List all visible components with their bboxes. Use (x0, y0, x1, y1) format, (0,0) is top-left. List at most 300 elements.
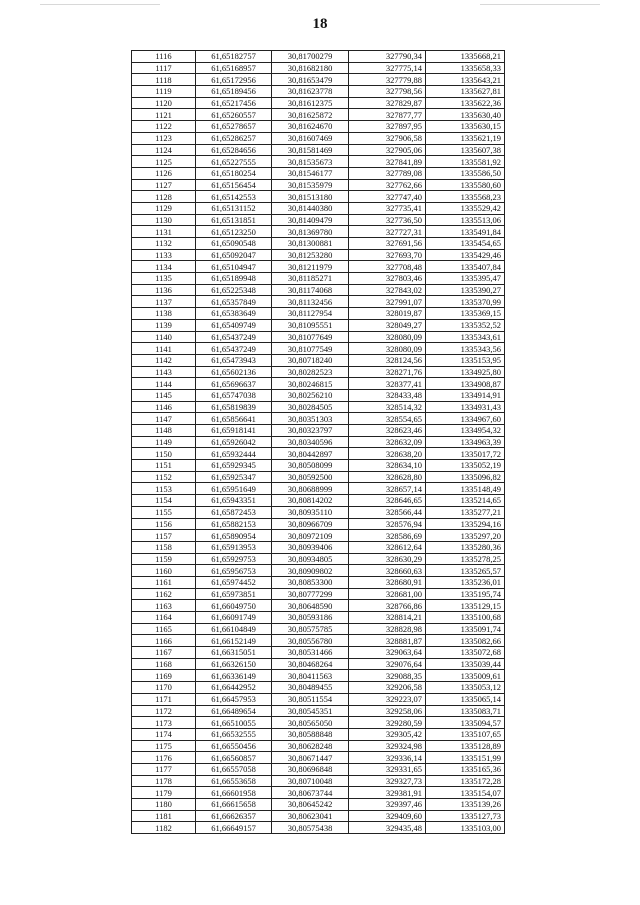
y-coordinate-cell: 1335343,61 (426, 331, 505, 343)
table-row (132, 343, 505, 355)
table-row (132, 728, 505, 740)
table-row (132, 109, 505, 121)
longitude-cell: 30,81513180 (272, 191, 349, 203)
point-number-cell: 1125 (132, 156, 196, 168)
point-number-cell: 1139 (132, 319, 196, 331)
x-coordinate-cell: 328576,94 (349, 518, 426, 530)
x-coordinate-cell: 327843,02 (349, 284, 426, 296)
x-coordinate-cell: 327779,88 (349, 74, 426, 86)
point-number-cell: 1132 (132, 238, 196, 250)
longitude-cell: 30,80575438 (272, 822, 349, 834)
x-coordinate-cell: 329397,46 (349, 799, 426, 811)
coordinates-table (131, 50, 505, 834)
y-coordinate-cell: 1334931,43 (426, 401, 505, 413)
longitude-cell: 30,81077649 (272, 331, 349, 343)
point-number-cell: 1119 (132, 86, 196, 98)
longitude-cell: 30,80468264 (272, 658, 349, 670)
x-coordinate-cell: 328019,87 (349, 308, 426, 320)
y-coordinate-cell: 1335429,46 (426, 249, 505, 261)
longitude-cell: 30,81409479 (272, 214, 349, 226)
table-row (132, 553, 505, 565)
point-number-cell: 1121 (132, 109, 196, 121)
longitude-cell: 30,80710048 (272, 775, 349, 787)
point-number-cell: 1120 (132, 97, 196, 109)
longitude-cell: 30,81625872 (272, 109, 349, 121)
longitude-cell: 30,80531466 (272, 647, 349, 659)
point-number-cell: 1116 (132, 51, 196, 63)
y-coordinate-cell: 1335214,65 (426, 495, 505, 507)
point-number-cell: 1175 (132, 740, 196, 752)
x-coordinate-cell: 329305,42 (349, 728, 426, 740)
longitude-cell: 30,81546177 (272, 167, 349, 179)
table-row (132, 214, 505, 226)
table-row (132, 471, 505, 483)
point-number-cell: 1174 (132, 728, 196, 740)
point-number-cell: 1147 (132, 413, 196, 425)
latitude-cell: 61,65278657 (196, 121, 272, 133)
longitude-cell: 30,80688999 (272, 483, 349, 495)
y-coordinate-cell: 1335581,92 (426, 156, 505, 168)
x-coordinate-cell: 328433,48 (349, 389, 426, 401)
latitude-cell: 61,65951649 (196, 483, 272, 495)
latitude-cell: 61,66326150 (196, 658, 272, 670)
x-coordinate-cell: 328881,87 (349, 635, 426, 647)
x-coordinate-cell: 327693,70 (349, 249, 426, 261)
point-number-cell: 1146 (132, 401, 196, 413)
point-number-cell: 1154 (132, 495, 196, 507)
y-coordinate-cell: 1335154,07 (426, 787, 505, 799)
table-row (132, 167, 505, 179)
table-row (132, 51, 505, 63)
x-coordinate-cell: 327691,56 (349, 238, 426, 250)
y-coordinate-cell: 1335491,84 (426, 226, 505, 238)
x-coordinate-cell: 328554,65 (349, 413, 426, 425)
y-coordinate-cell: 1335148,49 (426, 483, 505, 495)
table-row (132, 62, 505, 74)
y-coordinate-cell: 1335172,28 (426, 775, 505, 787)
longitude-cell: 30,80282523 (272, 366, 349, 378)
longitude-cell: 30,81095551 (272, 319, 349, 331)
longitude-cell: 30,80966709 (272, 518, 349, 530)
latitude-cell: 61,65357849 (196, 296, 272, 308)
table-row (132, 705, 505, 717)
point-number-cell: 1179 (132, 787, 196, 799)
longitude-cell: 30,81624670 (272, 121, 349, 133)
latitude-cell: 61,65227555 (196, 156, 272, 168)
x-coordinate-cell: 329076,64 (349, 658, 426, 670)
point-number-cell: 1117 (132, 62, 196, 74)
y-coordinate-cell: 1335017,72 (426, 448, 505, 460)
longitude-cell: 30,80934805 (272, 553, 349, 565)
longitude-cell: 30,81581469 (272, 144, 349, 156)
x-coordinate-cell: 327747,40 (349, 191, 426, 203)
y-coordinate-cell: 1334967,60 (426, 413, 505, 425)
point-number-cell: 1118 (132, 74, 196, 86)
y-coordinate-cell: 1335586,50 (426, 167, 505, 179)
latitude-cell: 61,65696637 (196, 378, 272, 390)
longitude-cell: 30,80592500 (272, 471, 349, 483)
longitude-cell: 30,81653479 (272, 74, 349, 86)
latitude-cell: 61,65925347 (196, 471, 272, 483)
y-coordinate-cell: 1335128,89 (426, 740, 505, 752)
latitude-cell: 61,65974452 (196, 576, 272, 588)
x-coordinate-cell: 328680,91 (349, 576, 426, 588)
longitude-cell: 30,80935110 (272, 506, 349, 518)
table-row (132, 518, 505, 530)
x-coordinate-cell: 328660,63 (349, 565, 426, 577)
x-coordinate-cell: 327877,77 (349, 109, 426, 121)
latitude-cell: 61,66560857 (196, 752, 272, 764)
longitude-cell: 30,80489455 (272, 682, 349, 694)
x-coordinate-cell: 327789,08 (349, 167, 426, 179)
table-row (132, 273, 505, 285)
y-coordinate-cell: 1335370,99 (426, 296, 505, 308)
point-number-cell: 1181 (132, 810, 196, 822)
longitude-cell: 30,80814202 (272, 495, 349, 507)
y-coordinate-cell: 1335390,27 (426, 284, 505, 296)
latitude-cell: 61,65973851 (196, 588, 272, 600)
y-coordinate-cell: 1335039,44 (426, 658, 505, 670)
latitude-cell: 61,65890954 (196, 530, 272, 542)
point-number-cell: 1124 (132, 144, 196, 156)
scan-edge-line-right (480, 4, 600, 5)
table-row (132, 401, 505, 413)
table-row (132, 132, 505, 144)
x-coordinate-cell: 327727,31 (349, 226, 426, 238)
longitude-cell: 30,81174068 (272, 284, 349, 296)
y-coordinate-cell: 1335129,15 (426, 600, 505, 612)
point-number-cell: 1156 (132, 518, 196, 530)
x-coordinate-cell: 329223,07 (349, 693, 426, 705)
y-coordinate-cell: 1335668,21 (426, 51, 505, 63)
table-row (132, 810, 505, 822)
x-coordinate-cell: 328566,44 (349, 506, 426, 518)
y-coordinate-cell: 1335278,25 (426, 553, 505, 565)
x-coordinate-cell: 328638,20 (349, 448, 426, 460)
latitude-cell: 61,65225348 (196, 284, 272, 296)
y-coordinate-cell: 1335352,52 (426, 319, 505, 331)
latitude-cell: 61,65602136 (196, 366, 272, 378)
longitude-cell: 30,80718240 (272, 354, 349, 366)
latitude-cell: 61,65131851 (196, 214, 272, 226)
y-coordinate-cell: 1335607,38 (426, 144, 505, 156)
latitude-cell: 61,65882153 (196, 518, 272, 530)
point-number-cell: 1138 (132, 308, 196, 320)
point-number-cell: 1173 (132, 717, 196, 729)
table-row (132, 576, 505, 588)
latitude-cell: 61,66532555 (196, 728, 272, 740)
x-coordinate-cell: 327775,14 (349, 62, 426, 74)
x-coordinate-cell: 329331,65 (349, 763, 426, 775)
point-number-cell: 1123 (132, 132, 196, 144)
point-number-cell: 1163 (132, 600, 196, 612)
table-row (132, 413, 505, 425)
table-row (132, 635, 505, 647)
longitude-cell: 30,81440380 (272, 202, 349, 214)
table-row (132, 226, 505, 238)
x-coordinate-cell: 328080,09 (349, 331, 426, 343)
y-coordinate-cell: 1335294,16 (426, 518, 505, 530)
latitude-cell: 61,65856641 (196, 413, 272, 425)
longitude-cell: 30,81612375 (272, 97, 349, 109)
longitude-cell: 30,80411563 (272, 670, 349, 682)
longitude-cell: 30,80442897 (272, 448, 349, 460)
point-number-cell: 1149 (132, 436, 196, 448)
longitude-cell: 30,80939406 (272, 541, 349, 553)
latitude-cell: 61,65918141 (196, 425, 272, 437)
table-row (132, 144, 505, 156)
latitude-cell: 61,66626357 (196, 810, 272, 822)
table-row (132, 775, 505, 787)
table-row (132, 483, 505, 495)
longitude-cell: 30,80972109 (272, 530, 349, 542)
x-coordinate-cell: 328514,32 (349, 401, 426, 413)
table-row (132, 378, 505, 390)
y-coordinate-cell: 1335072,68 (426, 647, 505, 659)
longitude-cell: 30,81077549 (272, 343, 349, 355)
longitude-cell: 30,80671447 (272, 752, 349, 764)
point-number-cell: 1158 (132, 541, 196, 553)
longitude-cell: 30,80673744 (272, 787, 349, 799)
point-number-cell: 1172 (132, 705, 196, 717)
y-coordinate-cell: 1335277,21 (426, 506, 505, 518)
point-number-cell: 1182 (132, 822, 196, 834)
table-row (132, 238, 505, 250)
point-number-cell: 1134 (132, 261, 196, 273)
latitude-cell: 61,65156454 (196, 179, 272, 191)
latitude-cell: 61,66336149 (196, 670, 272, 682)
x-coordinate-cell: 328634,10 (349, 460, 426, 472)
table-row (132, 752, 505, 764)
latitude-cell: 61,66615658 (196, 799, 272, 811)
x-coordinate-cell: 328681,00 (349, 588, 426, 600)
point-number-cell: 1144 (132, 378, 196, 390)
longitude-cell: 30,81623778 (272, 86, 349, 98)
point-number-cell: 1171 (132, 693, 196, 705)
longitude-cell: 30,80628248 (272, 740, 349, 752)
latitude-cell: 61,65180254 (196, 167, 272, 179)
x-coordinate-cell: 328271,76 (349, 366, 426, 378)
table-row (132, 787, 505, 799)
longitude-cell: 30,81132456 (272, 296, 349, 308)
point-number-cell: 1162 (132, 588, 196, 600)
y-coordinate-cell: 1335280,36 (426, 541, 505, 553)
y-coordinate-cell: 1334914,91 (426, 389, 505, 401)
x-coordinate-cell: 328377,41 (349, 378, 426, 390)
table-row (132, 763, 505, 775)
x-coordinate-cell: 329324,98 (349, 740, 426, 752)
table-row (132, 121, 505, 133)
table-row (132, 717, 505, 729)
point-number-cell: 1160 (132, 565, 196, 577)
latitude-cell: 61,66315051 (196, 647, 272, 659)
x-coordinate-cell: 327897,95 (349, 121, 426, 133)
latitude-cell: 61,65437249 (196, 343, 272, 355)
y-coordinate-cell: 1335091,74 (426, 623, 505, 635)
point-number-cell: 1167 (132, 647, 196, 659)
y-coordinate-cell: 1335139,26 (426, 799, 505, 811)
y-coordinate-cell: 1335643,21 (426, 74, 505, 86)
table-row (132, 97, 505, 109)
point-number-cell: 1145 (132, 389, 196, 401)
latitude-cell: 61,65142553 (196, 191, 272, 203)
longitude-cell: 30,81253280 (272, 249, 349, 261)
y-coordinate-cell: 1335065,14 (426, 693, 505, 705)
longitude-cell: 30,80545351 (272, 705, 349, 717)
x-coordinate-cell: 327736,50 (349, 214, 426, 226)
longitude-cell: 30,81700279 (272, 51, 349, 63)
latitude-cell: 61,65172956 (196, 74, 272, 86)
y-coordinate-cell: 1335297,20 (426, 530, 505, 542)
y-coordinate-cell: 1334925,80 (426, 366, 505, 378)
longitude-cell: 30,80508099 (272, 460, 349, 472)
x-coordinate-cell: 328623,46 (349, 425, 426, 437)
x-coordinate-cell: 329409,60 (349, 810, 426, 822)
y-coordinate-cell: 1335622,36 (426, 97, 505, 109)
latitude-cell: 61,65913953 (196, 541, 272, 553)
y-coordinate-cell: 1335369,15 (426, 308, 505, 320)
longitude-cell: 30,80909802 (272, 565, 349, 577)
latitude-cell: 61,66553658 (196, 775, 272, 787)
table-row (132, 191, 505, 203)
point-number-cell: 1176 (132, 752, 196, 764)
point-number-cell: 1178 (132, 775, 196, 787)
point-number-cell: 1164 (132, 612, 196, 624)
longitude-cell: 30,81369780 (272, 226, 349, 238)
point-number-cell: 1136 (132, 284, 196, 296)
table-row (132, 600, 505, 612)
latitude-cell: 61,65747038 (196, 389, 272, 401)
y-coordinate-cell: 1335009,61 (426, 670, 505, 682)
latitude-cell: 61,66649157 (196, 822, 272, 834)
point-number-cell: 1141 (132, 343, 196, 355)
longitude-cell: 30,80645242 (272, 799, 349, 811)
longitude-cell: 30,81682180 (272, 62, 349, 74)
y-coordinate-cell: 1335621,19 (426, 132, 505, 144)
longitude-cell: 30,81535979 (272, 179, 349, 191)
y-coordinate-cell: 1335407,84 (426, 261, 505, 273)
table-row (132, 740, 505, 752)
x-coordinate-cell: 327906,58 (349, 132, 426, 144)
latitude-cell: 61,65819839 (196, 401, 272, 413)
latitude-cell: 61,65217456 (196, 97, 272, 109)
latitude-cell: 61,65189948 (196, 273, 272, 285)
latitude-cell: 61,65932444 (196, 448, 272, 460)
x-coordinate-cell: 328766,86 (349, 600, 426, 612)
longitude-cell: 30,80648590 (272, 600, 349, 612)
y-coordinate-cell: 1335052,19 (426, 460, 505, 472)
point-number-cell: 1166 (132, 635, 196, 647)
x-coordinate-cell: 328124,56 (349, 354, 426, 366)
table-row (132, 460, 505, 472)
y-coordinate-cell: 1335580,60 (426, 179, 505, 191)
table-row (132, 623, 505, 635)
point-number-cell: 1161 (132, 576, 196, 588)
latitude-cell: 61,65383649 (196, 308, 272, 320)
latitude-cell: 61,66442952 (196, 682, 272, 694)
longitude-cell: 30,80340596 (272, 436, 349, 448)
latitude-cell: 61,65956753 (196, 565, 272, 577)
x-coordinate-cell: 328632,09 (349, 436, 426, 448)
y-coordinate-cell: 1335165,36 (426, 763, 505, 775)
table-row (132, 799, 505, 811)
point-number-cell: 1133 (132, 249, 196, 261)
table-row (132, 506, 505, 518)
x-coordinate-cell: 328586,69 (349, 530, 426, 542)
y-coordinate-cell: 1334954,32 (426, 425, 505, 437)
longitude-cell: 30,80623041 (272, 810, 349, 822)
table-row (132, 541, 505, 553)
point-number-cell: 1126 (132, 167, 196, 179)
point-number-cell: 1159 (132, 553, 196, 565)
longitude-cell: 30,80511554 (272, 693, 349, 705)
latitude-cell: 61,66457953 (196, 693, 272, 705)
longitude-cell: 30,81607469 (272, 132, 349, 144)
table-row (132, 296, 505, 308)
y-coordinate-cell: 1335454,65 (426, 238, 505, 250)
x-coordinate-cell: 328657,14 (349, 483, 426, 495)
point-number-cell: 1127 (132, 179, 196, 191)
y-coordinate-cell: 1335627,81 (426, 86, 505, 98)
y-coordinate-cell: 1335096,82 (426, 471, 505, 483)
latitude-cell: 61,65260557 (196, 109, 272, 121)
latitude-cell: 61,65123250 (196, 226, 272, 238)
x-coordinate-cell: 327735,41 (349, 202, 426, 214)
longitude-cell: 30,80351303 (272, 413, 349, 425)
latitude-cell: 61,66557058 (196, 763, 272, 775)
y-coordinate-cell: 1335568,23 (426, 191, 505, 203)
point-number-cell: 1150 (132, 448, 196, 460)
y-coordinate-cell: 1335343,56 (426, 343, 505, 355)
point-number-cell: 1129 (132, 202, 196, 214)
page-number: 18 (312, 16, 328, 32)
table-row (132, 261, 505, 273)
x-coordinate-cell: 327829,87 (349, 97, 426, 109)
point-number-cell: 1155 (132, 506, 196, 518)
longitude-cell: 30,80246815 (272, 378, 349, 390)
latitude-cell: 61,65872453 (196, 506, 272, 518)
point-number-cell: 1143 (132, 366, 196, 378)
latitude-cell: 61,66104849 (196, 623, 272, 635)
longitude-cell: 30,80853300 (272, 576, 349, 588)
point-number-cell: 1135 (132, 273, 196, 285)
y-coordinate-cell: 1335236,01 (426, 576, 505, 588)
x-coordinate-cell: 328814,21 (349, 612, 426, 624)
latitude-cell: 61,66601958 (196, 787, 272, 799)
latitude-cell: 61,65943351 (196, 495, 272, 507)
latitude-cell: 61,65473943 (196, 354, 272, 366)
table-row (132, 354, 505, 366)
point-number-cell: 1130 (132, 214, 196, 226)
latitude-cell: 61,65090548 (196, 238, 272, 250)
latitude-cell: 61,65104947 (196, 261, 272, 273)
table-row (132, 822, 505, 834)
latitude-cell: 61,65437249 (196, 331, 272, 343)
table-row (132, 448, 505, 460)
scan-edge-line-left (40, 4, 160, 5)
point-number-cell: 1152 (132, 471, 196, 483)
y-coordinate-cell: 1335083,71 (426, 705, 505, 717)
table-row (132, 530, 505, 542)
x-coordinate-cell: 328049,27 (349, 319, 426, 331)
point-number-cell: 1140 (132, 331, 196, 343)
y-coordinate-cell: 1335107,65 (426, 728, 505, 740)
y-coordinate-cell: 1335395,47 (426, 273, 505, 285)
x-coordinate-cell: 328628,80 (349, 471, 426, 483)
x-coordinate-cell: 329381,91 (349, 787, 426, 799)
x-coordinate-cell: 329336,14 (349, 752, 426, 764)
latitude-cell: 61,65189456 (196, 86, 272, 98)
